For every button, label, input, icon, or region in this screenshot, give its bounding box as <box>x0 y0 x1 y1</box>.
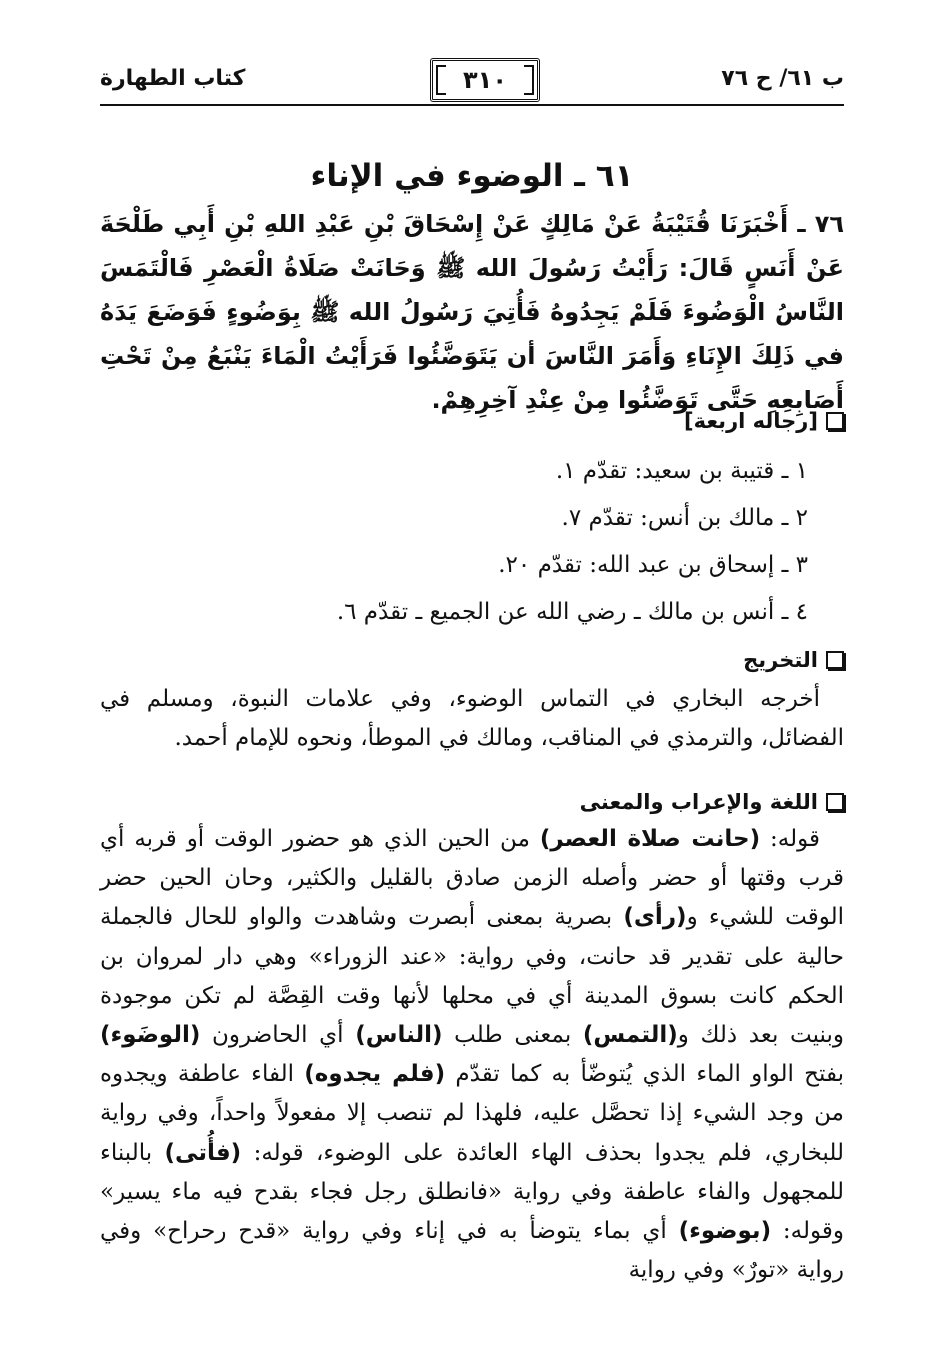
square-bullet-icon <box>826 793 844 811</box>
chapter-reference: ب ٦١/ ح ٧٦ <box>721 66 844 91</box>
square-bullet-icon <box>826 412 844 430</box>
lugha-text: بفتح الواو الماء الذي يُتوضّأ به كما تقدّم <box>445 1061 844 1088</box>
lugha-text: بصرية بمعنى أبصرت وشاهدت والواو للحال فالجملة حالية على تقدير قد حانت، وفي رواية: «عند الزوراء» وهي دار لمروان بن الحكم كانت بسوق المدينة أي في محلها لأنها وقت القِصَّة لم تكن موجودة وبنيت بعد ذلك و <box>100 904 845 1049</box>
chapter-title: ٦١ ـ الوضوء في الإناء <box>310 158 634 194</box>
lugha-text: أي الحاضرون <box>200 1022 356 1049</box>
lugha-text: بمعنى طلب <box>442 1022 583 1049</box>
lugha-term: (التمس) <box>582 1022 678 1049</box>
lugha-term: (فلم يجدوه) <box>304 1061 446 1088</box>
lugha-heading-label: اللغة والإعراب والمعنى <box>579 790 818 814</box>
narrators-list <box>208 448 808 636</box>
takhrij-heading <box>743 648 844 672</box>
list-item: ١ ـ قتيبة بن سعيد: تقدّم ١. <box>555 458 808 484</box>
lugha-term: (الوضَوء) <box>100 1022 201 1049</box>
lugha-heading <box>580 790 844 814</box>
takhrij-paragraph <box>100 680 844 758</box>
narrators-heading <box>684 409 844 433</box>
list-item: ٣ ـ إسحاق بن عبد الله: تقدّم ٢٠. <box>498 552 808 578</box>
page-number: ٣١٠ <box>430 58 540 102</box>
lugha-term: (الناس) <box>355 1022 443 1049</box>
book-title-header: كتاب الطهارة <box>100 66 246 91</box>
lugha-text: قوله: <box>760 826 821 852</box>
lugha-term: (رأى) <box>623 904 687 931</box>
list-item: ٢ ـ مالك بن أنس: تقدّم ٧. <box>561 505 808 531</box>
narrators-heading-label: [رجاله اربعة] <box>684 409 818 433</box>
takhrij-text: أخرجه البخاري في التماس الوضوء، وفي علامات النبوة، ومسلم في الفضائل، والترمذي في المناقب، ومالك في الموطأ، ونحوه للإمام أحمد. <box>100 686 844 752</box>
lugha-text: من الحين الذي هو حضور الوقت أو قربه أي قرب وقتها أو حضر وأصله الزمن صادق بالقليل والكثير، وحان الحين حضر الوقت للشيء و <box>100 826 845 931</box>
lugha-term: (بوضوء) <box>678 1218 772 1245</box>
takhrij-heading-label: التخريج <box>743 648 818 672</box>
list-item: ٤ ـ أنس بن مالك ـ رضي الله عن الجميع ـ تقدّم ٦. <box>336 599 808 625</box>
header-divider <box>100 104 844 106</box>
lugha-text: بالبناء للمجهول والفاء عاطفة وفي رواية «فانطلق رجل فجاء بقدح فيه ماء يسير» وقوله: <box>100 1139 844 1245</box>
lugha-term: (حانت صلاة العصر) <box>539 826 761 852</box>
lugha-term: (فأُتى) <box>164 1139 242 1166</box>
square-bullet-icon <box>826 651 844 669</box>
hadith-text: ٧٦ ـ أَخْبَرَنَا قُتَيْبَةُ عَنْ مَالِكٍ عَنْ إِسْحَاقَ بْنِ عَبْدِ اللهِ بْنِ أَبِي طَلْحَةَ عَنْ أَنَسٍ قَالَ: رَأَيْتُ رَسُولَ الله ﷺ وَحَانَتْ صَلَاةُ الْعَصْرِ فَالْتَمَسَ النَّاسُ الْوَضُوءَ فَلَمْ يَجِدُوهُ فَأُتِيَ رَسُولُ الله ﷺ بِوَضُوءٍ فَوَضَعَ يَدَهُ في ذَلِكَ الإِنَاءِ وَأَمَرَ النَّاسَ أن يَتَوَضَّئُوا فَرَأَيْتُ الْمَاءَ يَنْبَعُ مِنْ تَحْتِ أَصَابِعِهِ حَتَّى تَوَضَّئُوا مِنْ عِنْدِ آخِرِهِمْ. <box>100 210 844 414</box>
lugha-text: أي بماء يتوضأ به في إناء وفي رواية «قدح رحراح» وفي رواية «تورٌ» وفي رواية <box>100 1218 844 1284</box>
lugha-text: الفاء عاطفة ويجدوه من وجد الشيء إذا تحصَّل عليه، فلهذا لم تنصب إلا مفعولاً واحداً، وفي رواية للبخاري، فلم يجدوا بحذف الهاء العائدة على الوضوء، قوله: <box>100 1061 844 1166</box>
lugha-paragraph <box>100 820 844 1290</box>
running-header <box>100 58 844 102</box>
